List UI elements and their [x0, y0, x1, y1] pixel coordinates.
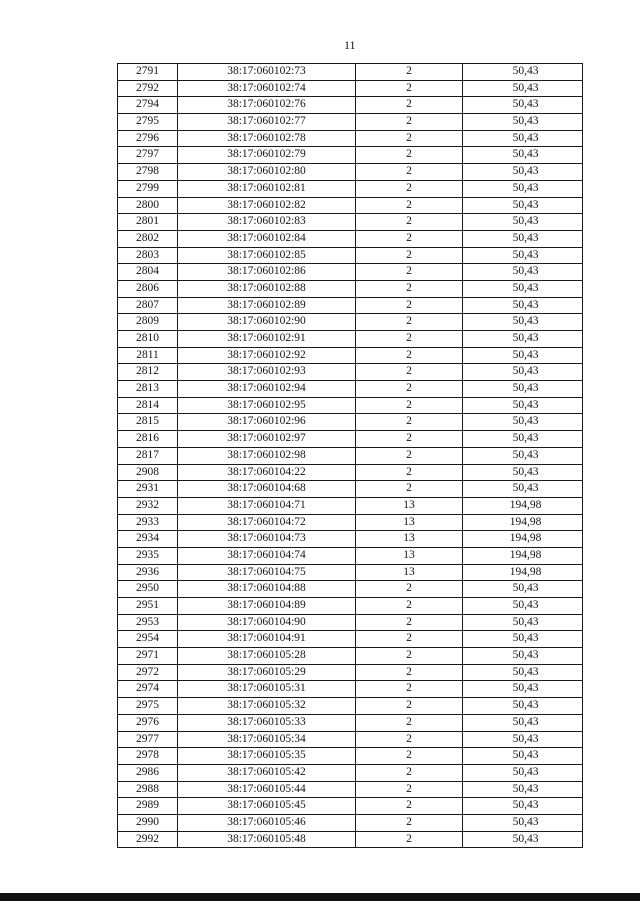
table-row: [117, 448, 582, 465]
value-cell: 50,43: [462, 681, 582, 697]
quantity-cell: 2: [355, 581, 462, 597]
value-cell: 50,43: [462, 732, 582, 748]
row-number-cell: 2796: [117, 131, 177, 147]
value-cell: 194,98: [462, 531, 582, 547]
table-row: [117, 498, 582, 515]
table-row: [117, 281, 582, 298]
quantity-cell: 2: [355, 64, 462, 80]
table-row: [117, 481, 582, 498]
row-number-cell: 2977: [117, 732, 177, 748]
row-number-cell: 2931: [117, 481, 177, 497]
cadastral-number-cell: 38:17:060104:68: [177, 481, 355, 497]
table-row: [117, 681, 582, 698]
row-number-cell: 2815: [117, 414, 177, 430]
value-cell: 50,43: [462, 348, 582, 364]
quantity-cell: 2: [355, 231, 462, 247]
row-number-cell: 2802: [117, 231, 177, 247]
table-row: [117, 398, 582, 415]
quantity-cell: 13: [355, 498, 462, 514]
cadastral-number-cell: 38:17:060105:31: [177, 681, 355, 697]
value-cell: 50,43: [462, 64, 582, 80]
cadastral-number-cell: 38:17:060102:76: [177, 97, 355, 113]
cadastral-number-cell: 38:17:060104:89: [177, 598, 355, 614]
row-number-cell: 2801: [117, 214, 177, 230]
quantity-cell: 2: [355, 815, 462, 831]
row-number-cell: 2794: [117, 97, 177, 113]
quantity-cell: 2: [355, 81, 462, 97]
table-row: [117, 598, 582, 615]
value-cell: 50,43: [462, 248, 582, 264]
quantity-cell: 13: [355, 548, 462, 564]
value-cell: 50,43: [462, 281, 582, 297]
table-row: [117, 715, 582, 732]
quantity-cell: 2: [355, 648, 462, 664]
row-number-cell: 2798: [117, 164, 177, 180]
cadastral-number-cell: 38:17:060104:90: [177, 615, 355, 631]
table-row: [117, 64, 582, 81]
cadastral-number-cell: 38:17:060105:48: [177, 832, 355, 848]
value-cell: 50,43: [462, 164, 582, 180]
row-number-cell: 2804: [117, 264, 177, 280]
quantity-cell: 2: [355, 181, 462, 197]
value-cell: 50,43: [462, 214, 582, 230]
quantity-cell: 2: [355, 732, 462, 748]
row-number-cell: 2975: [117, 698, 177, 714]
value-cell: 50,43: [462, 431, 582, 447]
value-cell: 50,43: [462, 114, 582, 130]
table-row: [117, 782, 582, 799]
row-number-cell: 2799: [117, 181, 177, 197]
value-cell: 50,43: [462, 298, 582, 314]
value-cell: 50,43: [462, 231, 582, 247]
quantity-cell: 2: [355, 431, 462, 447]
row-number-cell: 2803: [117, 248, 177, 264]
value-cell: 50,43: [462, 665, 582, 681]
quantity-cell: 2: [355, 465, 462, 481]
row-number-cell: 2797: [117, 147, 177, 163]
row-number-cell: 2950: [117, 581, 177, 597]
table-row: [117, 565, 582, 582]
cadastral-number-cell: 38:17:060105:29: [177, 665, 355, 681]
cadastral-number-cell: 38:17:060102:89: [177, 298, 355, 314]
quantity-cell: 13: [355, 515, 462, 531]
row-number-cell: 2953: [117, 615, 177, 631]
cadastral-number-cell: 38:17:060105:33: [177, 715, 355, 731]
quantity-cell: 2: [355, 681, 462, 697]
table-row: [117, 114, 582, 131]
quantity-cell: 2: [355, 314, 462, 330]
quantity-cell: 2: [355, 114, 462, 130]
value-cell: 50,43: [462, 698, 582, 714]
row-number-cell: 2817: [117, 448, 177, 464]
table-row: [117, 331, 582, 348]
value-cell: 50,43: [462, 648, 582, 664]
page-number: 11: [344, 38, 356, 52]
cadastral-number-cell: 38:17:060102:96: [177, 414, 355, 430]
quantity-cell: 2: [355, 348, 462, 364]
quantity-cell: 2: [355, 198, 462, 214]
table-row: [117, 732, 582, 749]
quantity-cell: 2: [355, 164, 462, 180]
quantity-cell: 2: [355, 414, 462, 430]
quantity-cell: 2: [355, 748, 462, 764]
cadastral-number-cell: 38:17:060102:92: [177, 348, 355, 364]
cadastral-number-cell: 38:17:060102:94: [177, 381, 355, 397]
cadastral-number-cell: 38:17:060104:73: [177, 531, 355, 547]
cadastral-number-cell: 38:17:060104:75: [177, 565, 355, 581]
row-number-cell: 2795: [117, 114, 177, 130]
row-number-cell: 2951: [117, 598, 177, 614]
row-number-cell: 2792: [117, 81, 177, 97]
table-row: [117, 147, 582, 164]
cadastral-number-cell: 38:17:060105:34: [177, 732, 355, 748]
quantity-cell: 2: [355, 248, 462, 264]
value-cell: 50,43: [462, 198, 582, 214]
cadastral-number-cell: 38:17:060102:83: [177, 214, 355, 230]
cadastral-number-cell: 38:17:060102:90: [177, 314, 355, 330]
table-row: [117, 631, 582, 648]
table-row: [117, 698, 582, 715]
value-cell: 194,98: [462, 565, 582, 581]
value-cell: 50,43: [462, 798, 582, 814]
value-cell: 50,43: [462, 131, 582, 147]
table-row: [117, 164, 582, 181]
row-number-cell: 2936: [117, 565, 177, 581]
row-number-cell: 2791: [117, 64, 177, 80]
table-row: [117, 648, 582, 665]
table-row: [117, 214, 582, 231]
quantity-cell: 2: [355, 631, 462, 647]
cadastral-number-cell: 38:17:060105:46: [177, 815, 355, 831]
quantity-cell: 2: [355, 398, 462, 414]
quantity-cell: 2: [355, 298, 462, 314]
cadastral-number-cell: 38:17:060102:78: [177, 131, 355, 147]
cadastral-number-cell: 38:17:060102:73: [177, 64, 355, 80]
table-row: [117, 815, 582, 832]
table-row: [117, 832, 582, 849]
quantity-cell: 2: [355, 97, 462, 113]
table-row: [117, 131, 582, 148]
value-cell: 50,43: [462, 147, 582, 163]
row-number-cell: 2976: [117, 715, 177, 731]
row-number-cell: 2934: [117, 531, 177, 547]
row-number-cell: 2971: [117, 648, 177, 664]
cadastral-number-cell: 38:17:060105:45: [177, 798, 355, 814]
quantity-cell: 2: [355, 598, 462, 614]
cadastral-number-cell: 38:17:060104:72: [177, 515, 355, 531]
table-row: [117, 748, 582, 765]
cadastral-number-cell: 38:17:060105:35: [177, 748, 355, 764]
quantity-cell: 2: [355, 698, 462, 714]
value-cell: 50,43: [462, 465, 582, 481]
row-number-cell: 2989: [117, 798, 177, 814]
row-number-cell: 2810: [117, 331, 177, 347]
table-row: [117, 615, 582, 632]
cadastral-number-cell: 38:17:060102:80: [177, 164, 355, 180]
value-cell: 50,43: [462, 598, 582, 614]
row-number-cell: 2800: [117, 198, 177, 214]
cadastral-number-cell: 38:17:060105:32: [177, 698, 355, 714]
table-row: [117, 765, 582, 782]
quantity-cell: 2: [355, 481, 462, 497]
value-cell: 50,43: [462, 97, 582, 113]
quantity-cell: 2: [355, 331, 462, 347]
row-number-cell: 2807: [117, 298, 177, 314]
value-cell: 50,43: [462, 331, 582, 347]
value-cell: 50,43: [462, 815, 582, 831]
cadastral-number-cell: 38:17:060102:93: [177, 364, 355, 380]
cadastral-number-cell: 38:17:060102:88: [177, 281, 355, 297]
value-cell: 50,43: [462, 481, 582, 497]
value-cell: 50,43: [462, 364, 582, 380]
value-cell: 50,43: [462, 264, 582, 280]
quantity-cell: 13: [355, 531, 462, 547]
cadastral-number-cell: 38:17:060104:22: [177, 465, 355, 481]
table-row: [117, 431, 582, 448]
cadastral-number-cell: 38:17:060102:84: [177, 231, 355, 247]
quantity-cell: 2: [355, 798, 462, 814]
value-cell: 50,43: [462, 381, 582, 397]
quantity-cell: 2: [355, 615, 462, 631]
table-row: [117, 414, 582, 431]
row-number-cell: 2986: [117, 765, 177, 781]
value-cell: 50,43: [462, 181, 582, 197]
table-row: [117, 298, 582, 315]
cadastral-number-cell: 38:17:060102:85: [177, 248, 355, 264]
cadastral-number-cell: 38:17:060105:42: [177, 765, 355, 781]
table-row: [117, 198, 582, 215]
row-number-cell: 2933: [117, 515, 177, 531]
quantity-cell: 2: [355, 364, 462, 380]
cadastral-number-cell: 38:17:060102:95: [177, 398, 355, 414]
table-row: [117, 181, 582, 198]
quantity-cell: 13: [355, 565, 462, 581]
quantity-cell: 2: [355, 665, 462, 681]
table-row: [117, 531, 582, 548]
row-number-cell: 2974: [117, 681, 177, 697]
value-cell: 50,43: [462, 832, 582, 848]
value-cell: 50,43: [462, 314, 582, 330]
cadastral-number-cell: 38:17:060104:71: [177, 498, 355, 514]
cadastral-number-cell: 38:17:060105:28: [177, 648, 355, 664]
value-cell: 50,43: [462, 782, 582, 798]
table-row: [117, 231, 582, 248]
value-cell: 194,98: [462, 548, 582, 564]
value-cell: 50,43: [462, 398, 582, 414]
table-row: [117, 248, 582, 265]
quantity-cell: 2: [355, 381, 462, 397]
table-row: [117, 364, 582, 381]
cadastral-number-cell: 38:17:060104:88: [177, 581, 355, 597]
quantity-cell: 2: [355, 715, 462, 731]
cadastral-number-cell: 38:17:060104:74: [177, 548, 355, 564]
value-cell: 194,98: [462, 498, 582, 514]
row-number-cell: 2812: [117, 364, 177, 380]
cadastral-number-cell: 38:17:060102:81: [177, 181, 355, 197]
cadastral-number-cell: 38:17:060102:79: [177, 147, 355, 163]
value-cell: 50,43: [462, 715, 582, 731]
table-row: [117, 798, 582, 815]
row-number-cell: 2814: [117, 398, 177, 414]
table-row: [117, 581, 582, 598]
table-row: [117, 381, 582, 398]
row-number-cell: 2932: [117, 498, 177, 514]
row-number-cell: 2972: [117, 665, 177, 681]
quantity-cell: 2: [355, 214, 462, 230]
quantity-cell: 2: [355, 264, 462, 280]
quantity-cell: 2: [355, 765, 462, 781]
cadastral-number-cell: 38:17:060104:91: [177, 631, 355, 647]
cadastral-number-cell: 38:17:060105:44: [177, 782, 355, 798]
value-cell: 50,43: [462, 615, 582, 631]
row-number-cell: 2908: [117, 465, 177, 481]
quantity-cell: 2: [355, 832, 462, 848]
row-number-cell: 2954: [117, 631, 177, 647]
quantity-cell: 2: [355, 147, 462, 163]
quantity-cell: 2: [355, 281, 462, 297]
table-row: [117, 264, 582, 281]
row-number-cell: 2935: [117, 548, 177, 564]
cadastral-number-cell: 38:17:060102:86: [177, 264, 355, 280]
value-cell: 50,43: [462, 414, 582, 430]
value-cell: 50,43: [462, 81, 582, 97]
quantity-cell: 2: [355, 782, 462, 798]
cadastral-number-cell: 38:17:060102:77: [177, 114, 355, 130]
table-row: [117, 515, 582, 532]
value-cell: 50,43: [462, 765, 582, 781]
row-number-cell: 2809: [117, 314, 177, 330]
row-number-cell: 2988: [117, 782, 177, 798]
row-number-cell: 2978: [117, 748, 177, 764]
cadastral-number-cell: 38:17:060102:91: [177, 331, 355, 347]
row-number-cell: 2811: [117, 348, 177, 364]
table-row: [117, 81, 582, 98]
table-row: [117, 465, 582, 482]
value-cell: 50,43: [462, 448, 582, 464]
row-number-cell: 2813: [117, 381, 177, 397]
table-row: [117, 348, 582, 365]
value-cell: 50,43: [462, 581, 582, 597]
row-number-cell: 2992: [117, 832, 177, 848]
row-number-cell: 2816: [117, 431, 177, 447]
row-number-cell: 2990: [117, 815, 177, 831]
quantity-cell: 2: [355, 131, 462, 147]
table-row: [117, 97, 582, 114]
table-row: [117, 665, 582, 682]
quantity-cell: 2: [355, 448, 462, 464]
row-number-cell: 2806: [117, 281, 177, 297]
data-table: [117, 63, 583, 848]
cadastral-number-cell: 38:17:060102:82: [177, 198, 355, 214]
scan-edge-bar: [0, 893, 640, 901]
value-cell: 50,43: [462, 631, 582, 647]
value-cell: 50,43: [462, 748, 582, 764]
cadastral-number-cell: 38:17:060102:74: [177, 81, 355, 97]
table-row: [117, 314, 582, 331]
cadastral-number-cell: 38:17:060102:97: [177, 431, 355, 447]
cadastral-number-cell: 38:17:060102:98: [177, 448, 355, 464]
table-row: [117, 548, 582, 565]
value-cell: 194,98: [462, 515, 582, 531]
